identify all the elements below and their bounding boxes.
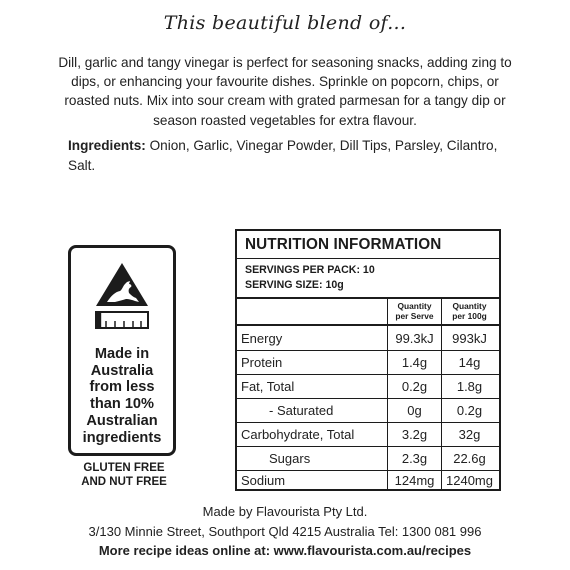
row-per-serve: 124mg <box>394 473 435 488</box>
row-per-serve: 1.4g <box>401 355 428 370</box>
allergen-line: AND NUT FREE <box>81 475 167 488</box>
nutrition-panel <box>235 229 501 491</box>
company-name: Made by Flavourista Pty Ltd. <box>202 504 368 519</box>
row-label: Energy <box>241 331 283 346</box>
made-in-australia-badge <box>68 245 176 456</box>
recipes-link[interactable]: More recipe ideas online at: www.flavourista.com.au/recipes <box>98 543 472 558</box>
col-head-line: per 100g <box>452 310 487 321</box>
badge-text <box>71 346 173 446</box>
row-per-serve: 99.3kJ <box>395 331 434 346</box>
badge-line: than 10% <box>89 396 155 413</box>
row-per-100g: 993kJ <box>452 331 487 346</box>
col-head-line: Quantity <box>397 301 432 311</box>
serving-info <box>245 263 375 292</box>
table-row <box>237 398 499 422</box>
ingredients-block <box>68 136 518 175</box>
row-per-100g: 1.8g <box>456 379 483 394</box>
row-per-100g: 22.6g <box>453 451 486 466</box>
header-rule <box>237 297 499 299</box>
row-label: Sodium <box>241 473 286 488</box>
footer <box>0 502 570 561</box>
badge-line: Made in <box>94 346 150 362</box>
allergen-line: GLUTEN FREE <box>83 462 165 474</box>
proportion-fill <box>96 312 101 328</box>
company-address: 3/130 Minnie Street, Southport Qld 4215 Australia Tel: 1300 081 996 <box>88 523 482 539</box>
col-head-line: Quantity <box>452 301 487 311</box>
table-row <box>237 374 499 398</box>
row-per-serve: 3.2g <box>401 427 428 442</box>
allergen-note <box>68 462 180 489</box>
ingredients-label: Ingredients: <box>68 138 146 153</box>
table-row <box>237 350 499 374</box>
badge-line: Australia <box>90 362 154 379</box>
badge-line: Australian <box>86 412 158 429</box>
badge-line: from less <box>89 379 155 396</box>
row-per-serve: 2.3g <box>401 451 428 466</box>
table-row <box>237 326 499 350</box>
row-per-100g: 32g <box>458 427 481 442</box>
nutrition-title: NUTRITION INFORMATION <box>245 236 442 253</box>
row-per-100g: 14g <box>458 355 481 370</box>
row-per-serve: 0g <box>407 403 422 418</box>
kangaroo-triangle-icon <box>95 262 149 332</box>
row-label: Fat, Total <box>241 379 295 394</box>
row-per-100g: 0.2g <box>456 403 483 418</box>
col-head-per-100g <box>443 302 496 321</box>
row-label: Sugars <box>269 451 311 466</box>
serving-size: SERVING SIZE: 10g <box>245 278 344 291</box>
ingredients-list: Onion, Garlic, Vinegar Powder, Dill Tips, Parsley, Cilantro, Salt. <box>68 138 498 173</box>
title-rule <box>237 258 499 259</box>
row-per-100g: 1240mg <box>446 473 493 488</box>
row-per-serve: 0.2g <box>401 379 428 394</box>
row-label: - Saturated <box>269 403 334 418</box>
row-label: Protein <box>241 355 283 370</box>
col-head-per-serve <box>388 302 441 321</box>
table-row <box>237 446 499 470</box>
row-label: Carbohydrate, Total <box>241 427 355 442</box>
table-row <box>237 422 499 446</box>
product-description: Dill, garlic and tangy vinegar is perfect for seasoning snacks, adding zing to dips, or enhancing your favourite dishes. Sprinkle on popcorn, chips, or roasted nuts. Mix into sour cream with grated parmesan for a tangy dip or season roasted vegetables for extra flavour. <box>58 55 512 128</box>
col-head-line: per Serve <box>395 310 434 321</box>
blend-heading: This beautiful blend of... <box>163 12 407 34</box>
servings-per-pack: SERVINGS PER PACK: 10 <box>245 264 375 276</box>
table-row <box>237 468 499 492</box>
badge-line: ingredients <box>82 429 162 446</box>
